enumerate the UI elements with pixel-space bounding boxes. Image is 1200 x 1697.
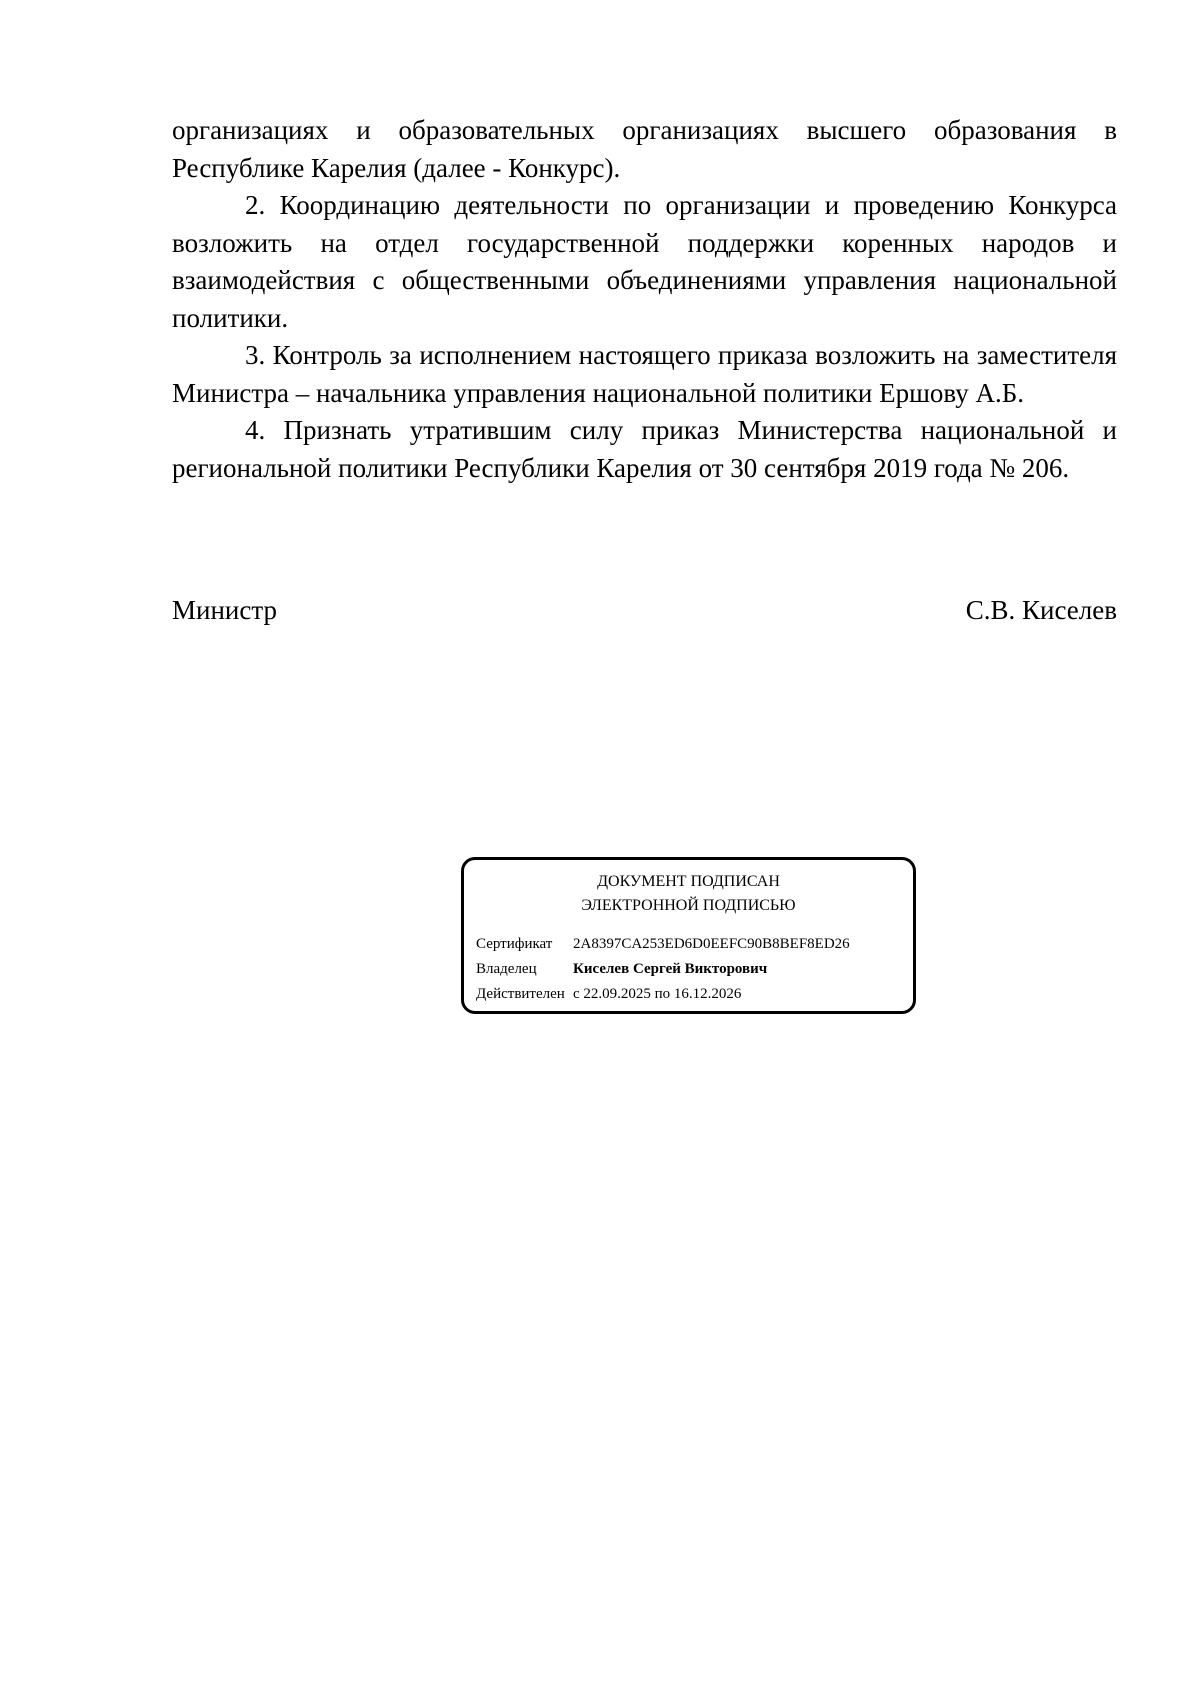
electronic-signature-stamp bbox=[461, 857, 916, 1014]
stamp-title-line-2: ЭЛЕКТРОННОЙ ПОДПИСЬЮ bbox=[581, 897, 796, 914]
paragraph-item-4: 4. Признать утратившим силу приказ Министерства национальной и региональной политики Республики Карелия от 30 сентября 2019 года № 206. bbox=[172, 415, 1117, 483]
stamp-certificate-row bbox=[476, 934, 850, 954]
signature-line bbox=[172, 592, 1117, 630]
paragraph-item-2: 2. Координацию деятельности по организации и проведению Конкурса возложить на отдел государственной поддержки коренных народов и взаимодействия с общественными объединениями управления национальной политики. bbox=[172, 190, 1117, 333]
document-body bbox=[172, 112, 1117, 487]
stamp-owner-label: Владелец bbox=[476, 961, 537, 977]
stamp-title bbox=[464, 870, 913, 918]
stamp-owner-value: Киселев Сергей Викторович bbox=[573, 961, 768, 977]
signatory-name: С.В. Киселев bbox=[965, 595, 1117, 625]
paragraph-item-3: 3. Контроль за исполнением настоящего приказа возложить на заместителя Министра – начальника управления национальной политики Ершову А.Б. bbox=[172, 340, 1117, 408]
stamp-owner-row bbox=[476, 959, 767, 979]
stamp-validity-value: с 22.09.2025 по 16.12.2026 bbox=[573, 986, 742, 1002]
signatory-position: Министр bbox=[172, 595, 277, 625]
stamp-certificate-label: Сертификат bbox=[476, 936, 553, 952]
paragraph-continuation: организациях и образовательных организациях высшего образования в Республике Карелия (далее - Конкурс). bbox=[172, 115, 1117, 183]
stamp-certificate-value: 2A8397CA253ED6D0EEFC90B8BEF8ED26 bbox=[573, 936, 850, 952]
stamp-validity-row bbox=[476, 984, 741, 1004]
stamp-title-line-1: ДОКУМЕНТ ПОДПИСАН bbox=[597, 873, 780, 890]
stamp-validity-label: Действителен bbox=[476, 986, 565, 1002]
